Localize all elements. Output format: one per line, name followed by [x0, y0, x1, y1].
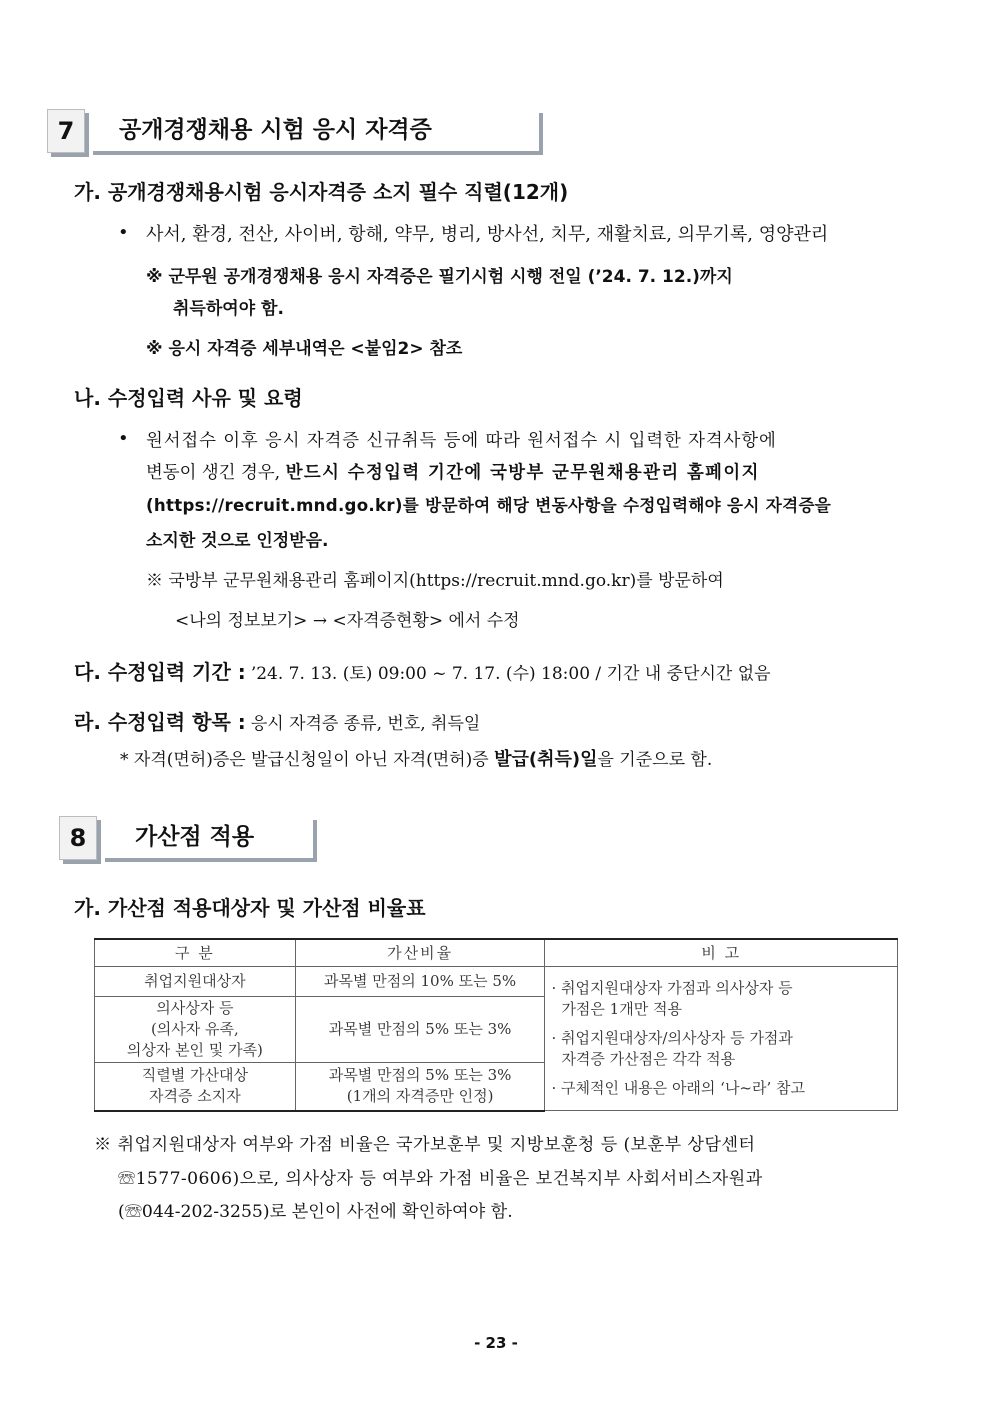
table-cell-notes	[545, 967, 898, 1111]
section7-title: 공개경쟁채용 시험 응시 자격증	[119, 117, 432, 143]
section8-number: 8	[69, 824, 87, 852]
section7-na-line1: 원서접수 이후 응시 자격증 신규취득 등에 따라 원서접수 시 입력한 자격사항에	[146, 431, 777, 451]
section8-title: 가산점 적용	[135, 824, 255, 850]
table-header-category: 구 분	[95, 939, 296, 967]
section7-na-line2	[146, 458, 760, 483]
page-number: - 23 -	[474, 1334, 518, 1352]
section8-footnote-line2: ☏1577-0606)으로, 의사상자 등 여부와 가점 비율은 보건복지부 사회서비스자원과	[118, 1169, 763, 1189]
section7-ra-label: 라. 수정입력 항목 :	[74, 710, 246, 734]
section7-ga-note1-line1: ※ 군무원 공개경쟁채용 응시 자격증은 필기시험 시행 전일 (’24. 7. 12.)까지	[146, 267, 733, 287]
section7-ra	[74, 706, 480, 735]
section7-na-line4: 소지한 것으로 인정받음.	[146, 531, 329, 551]
section7-ra-note-prefix: * 자격(면허)증은 발급신청일이 아닌 자격(면허)증	[120, 750, 495, 770]
table-cell-rate: 과목별 만점의 5% 또는 3%	[295, 997, 545, 1063]
table-header-note: 비 고	[545, 939, 898, 967]
section8-number-box	[59, 816, 97, 860]
table-cell-rate: 과목별 만점의 5% 또는 3% (1개의 자격증만 인정)	[295, 1063, 545, 1111]
section7-da-label: 다. 수정입력 기간 :	[74, 660, 246, 684]
section7-ga-heading: 가. 공개경쟁채용시험 응시자격증 소지 필수 직렬(12개)	[74, 180, 569, 204]
section7-ga-bullet: 사서, 환경, 전산, 사이버, 항해, 약무, 병리, 방사선, 치무, 재활치료, 의무기록, 영양관리	[146, 224, 829, 245]
section7-na-line2-bold: 반드시 수정입력 기간에 국방부 군무원채용관리 홈페이지	[285, 463, 760, 483]
bonus-rate-table	[94, 938, 898, 1112]
section7-da	[74, 656, 771, 685]
table-header-rate: 가산비율	[295, 939, 545, 967]
table-cell-category: 직렬별 가산대상 자격증 소지자	[95, 1063, 296, 1111]
note-item: · 구체적인 내용은 아래의 ‘나~라’ 참고	[551, 1079, 806, 1097]
section7-ga-note1-line2: 취득하여야 함.	[173, 299, 284, 319]
table-cell-category: 취업지원대상자	[95, 967, 296, 997]
section8-footnote-line1: ※ 취업지원대상자 여부와 가점 비율은 국가보훈부 및 지방보훈청 등 (보훈부 상담센터	[94, 1135, 756, 1155]
section7-ga-note2: ※ 응시 자격증 세부내역은 <붙임2> 참조	[146, 339, 463, 359]
section7-na-heading: 나. 수정입력 사유 및 요령	[74, 386, 303, 410]
bullet-dot: •	[118, 428, 129, 449]
section7-na-line2-normal: 변동이 생긴 경우,	[146, 463, 286, 483]
section7-ra-value: 응시 자격증 종류, 번호, 취득일	[250, 714, 481, 734]
section8-ga-heading: 가. 가산점 적용대상자 및 가산점 비율표	[74, 896, 426, 920]
section8-title-box	[105, 820, 317, 862]
section7-number: 7	[57, 117, 75, 145]
section7-ra-note	[120, 745, 712, 771]
section7-number-box	[47, 109, 85, 153]
bullet-dot: •	[118, 222, 129, 243]
table-cell-rate: 과목별 만점의 10% 또는 5%	[295, 967, 545, 997]
section7-title-box	[93, 113, 543, 155]
section7-ra-note-bold: 발급(취득)일	[494, 749, 598, 770]
table-header-row	[95, 939, 898, 967]
section7-na-note-line2: <나의 정보보기> → <자격증현황> 에서 수정	[175, 611, 520, 631]
table-row	[95, 967, 898, 997]
note-item: · 취업지원대상자/의사상자 등 가점과 자격증 가산점은 각각 적용	[551, 1029, 793, 1068]
note-item: · 취업지원대상자 가점과 의사상자 등 가점은 1개만 적용	[551, 979, 793, 1018]
section7-ra-note-suffix: 을 기준으로 함.	[597, 750, 713, 770]
section8-footnote-line3: (☏044-202-3255)로 본인이 사전에 확인하여야 함.	[118, 1202, 513, 1222]
section7-da-value: ’24. 7. 13. (토) 09:00 ~ 7. 17. (수) 18:00 / 기간 내 중단시간 없음	[250, 664, 771, 684]
section7-na-line3: (https://recruit.mnd.go.kr)를 방문하여 해당 변동사항을 수정입력해야 응시 자격증을	[146, 496, 832, 515]
table-cell-category: 의사상자 등 (의사자 유족, 의상자 본인 및 가족)	[95, 997, 296, 1063]
section7-na-note-line1: ※ 국방부 군무원채용관리 홈페이지(https://recruit.mnd.go.kr)를 방문하여	[146, 571, 724, 591]
